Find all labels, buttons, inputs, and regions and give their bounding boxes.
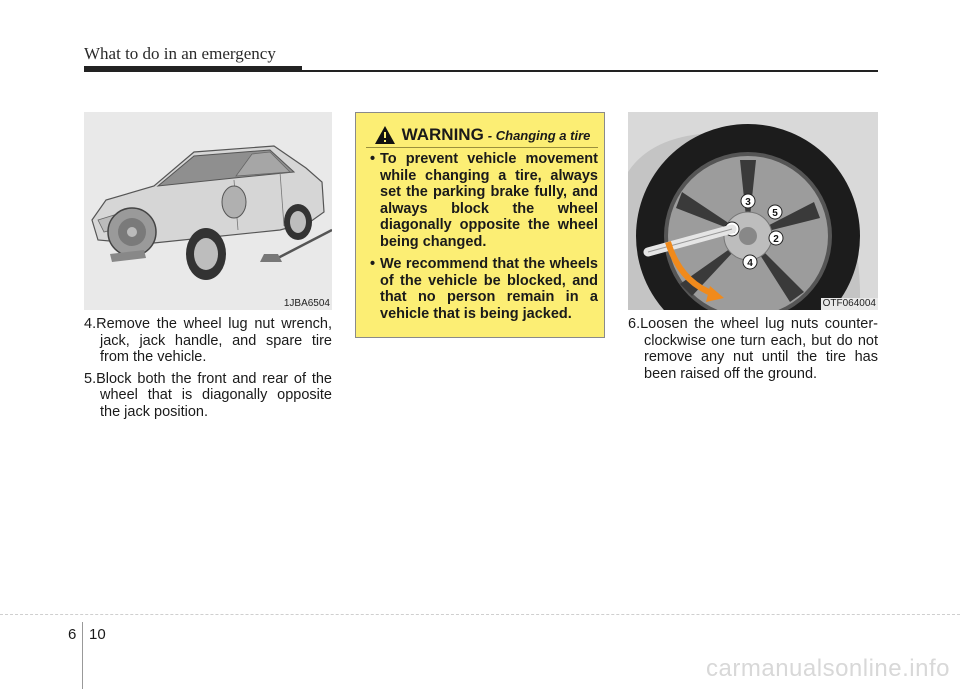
wheel-lug-nut-illustration-icon [628, 112, 878, 310]
warning-item: • To prevent vehicle movement while changing a tire, always set the parking brake fully, and always block the wheel diagonally opposite the wheel being changed. [366, 151, 598, 250]
warning-heading [366, 123, 598, 148]
lug-number: 3 [745, 197, 751, 208]
warning-box [355, 112, 605, 338]
step-5: 5.Block both the front and rear of the wheel that is diagonally opposite the jack position. [84, 370, 332, 420]
warning-list [366, 151, 598, 328]
footer-dashed-line [0, 614, 960, 615]
car-with-jack-illustration-icon [84, 112, 332, 310]
header-rule-thick [84, 66, 302, 72]
step-4: 4.Remove the wheel lug nut wrench, jack, jack handle, and spare tire from the vehicle. [84, 316, 332, 365]
lug-number: 5 [772, 208, 778, 219]
section-title: What to do in an emergency [84, 44, 276, 63]
watermark: carmanualsonline.info [706, 655, 950, 682]
header-rule-thin [300, 70, 878, 72]
warning-triangle-icon [374, 125, 396, 145]
steps-left [84, 316, 332, 425]
chapter-number: 6 [68, 626, 77, 643]
lug-number: 4 [747, 258, 753, 269]
warning-subtitle: - Changing a tire [487, 127, 591, 143]
step-6: 6.Loosen the wheel lug nuts counter-clockwise one turn each, but do not remove any nut until the tire has been raised off the ground. [628, 316, 878, 382]
car-jack-figure [84, 112, 332, 310]
page-number: 10 [89, 626, 106, 643]
figure-code: 1JBA6504 [283, 298, 330, 309]
warning-item: • We recommend that the wheels of the vehicle be blocked, and that no person remain in a vehicle that is being jacked. [366, 256, 598, 322]
footer-divider [82, 622, 83, 689]
figure-code: OTF064004 [822, 298, 876, 309]
lug-number: 2 [773, 234, 779, 245]
steps-right [628, 316, 878, 387]
wheel-lug-figure [628, 112, 878, 310]
warning-title: WARNING [401, 125, 484, 144]
